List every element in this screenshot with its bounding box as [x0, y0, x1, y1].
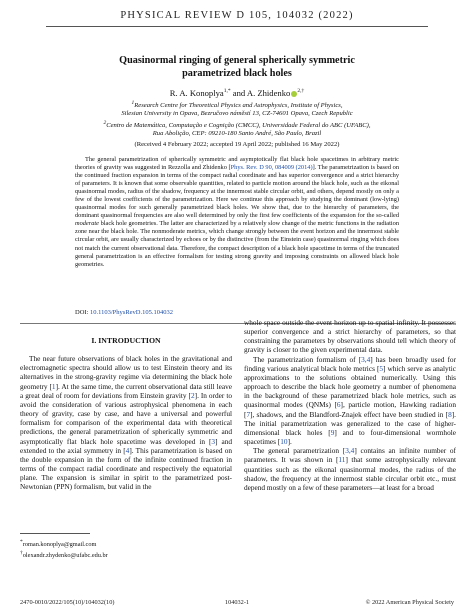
doi-line — [75, 309, 173, 316]
doi-link[interactable]: 10.1103/PhysRevD.105.104032 — [89, 309, 173, 316]
citation-link[interactable]: 1 — [51, 381, 56, 391]
footnote-email[interactable]: olexandr.zhydenko@ufabc.edu.br — [22, 552, 108, 560]
footnotes — [20, 538, 232, 560]
citation-link[interactable]: 11 — [338, 455, 346, 465]
footer-issn: 2470-0010/2022/105(10)/104032(10) — [20, 599, 115, 606]
section-heading: I. INTRODUCTION — [91, 336, 161, 345]
citation-link[interactable]: 9 — [330, 427, 335, 437]
intro-paragraph-1: The near future observations of black holes in the gravitational and electromagnetic spectra should allow us to test Einstein theory and its alternatives in the strong-gravity regime via determining the black hole geometry [1]. At the same time, the current observational data still leave a great deal of room for deviations from Einstein gravity [2]. In order to avoid the consideration of various astrophysical phenomena in each theory of gravity, case by case, and have a universal and powerful formalism for comparison of the experimental data with theoretical predictions, the general parametrization of spherically symmetric and asymptotically flat black hole spacetime was developed in [3] and extended to the axial symmetry in [4]. This parametrization is based on the double expansion in the form of the infinite continued fraction in terms of the compact radial coordinate and respectively the equatorial plane. The expansion is similar in spirit to the parametrized post-Newtonian (PPN) formalism, but valid in the — [20, 354, 233, 492]
author-conjunction: and — [232, 88, 246, 98]
citation-link[interactable]: 3,4 — [345, 446, 355, 456]
received-dates: (Received 4 February 2022; accepted 19 April 2022; published 16 May 2022) — [134, 141, 340, 148]
footer-copyright: © 2022 American Physical Society — [365, 599, 454, 606]
abstract-text: The general parametrization of spherically symmetric and asymptotically flat black hole spacetimes in arbitrary metric theories of gravity was suggested in Rezzolla and Zhidenko [Phys. Rev. D 90, 084009 (2014)]. The parametrization is based on the continued fraction expansion in terms of the compact radial coordinate and has superior convergence and a strict hierarchy of parameters. It is known that some observable quantities, related to particle motion around the black hole, such as the eikonal quasinormal modes, radius of the shadow, frequency at the innermost stable circular orbit, and others, depend mostly on only a few of the lowest coefficients of the parametrization. Here we continue this approach by studying the dominant (low-lying) quasinormal modes for such generally parametrized black holes. We show that, due to the hierarchy of parameters, the dominant quasinormal frequencies are also well determined by only the first few coefficients of the expansion for the so-called moderate black hole geometries. The latter are characterized by a relatively slow change of the metric functions in the radiation zone near the black hole. The nonmoderate metrics, which change strongly between the event horizon and the innermost stable circular orbit, are usually characterized by echoes or by the distinctive (from the Einstein case) quasinormal ringing which does not match the current observational data. Therefore, the compact description of a black hole spacetime in terms of the truncated general parametrization is an effective formalism for testing strong gravity and imposing constraints on allowed black hole geometries. — [75, 156, 399, 268]
intro-paragraph-2: The parametrization formalism of [3,4] has been broadly used for finding various analytical black hole metrics [5] which serve as analytic approximations to the solutions obtained numerically. Using this approach to describe the black hole geometry a number of phenomena in the background of these parametrized black hole metrics, such as quasinormal modes (QNMs) [6], particle motion, Hawking radiation [7], shadows, and the Blandford-Znajek effect have been studied in [8]. The initial parametrization was generalized to the case of higher-dimensional black holes [9] and to four-dimensional wormhole spacetimes [10]. — [244, 354, 456, 447]
footer-page-number: 104032-1 — [224, 599, 250, 606]
citation-link[interactable]: 6 — [336, 400, 341, 410]
affiliations — [60, 99, 414, 138]
author-2[interactable]: A. Zhidenko — [246, 88, 291, 98]
citation-link[interactable]: 3,4 — [361, 354, 371, 364]
author-list — [0, 88, 474, 98]
abstract — [75, 156, 399, 269]
citation-link[interactable]: 3 — [211, 436, 216, 446]
footnote-rule — [20, 533, 90, 534]
title-line-1: Quasinormal ringing of general spherically symmetric — [119, 55, 355, 66]
footnote-email[interactable]: roman.konoplya@gmail.com — [22, 541, 97, 549]
author-1-marks: 1,* — [223, 88, 231, 95]
title-line-2: parametrized black holes — [182, 67, 292, 79]
citation-link[interactable]: 2 — [190, 390, 195, 400]
citation-link[interactable]: 5 — [379, 363, 384, 373]
footnote-2: †olexandr.zhydenko@ufabc.edu.br — [20, 550, 108, 560]
author-2-marks: 2,† — [297, 88, 305, 95]
author-1[interactable]: R. A. Konoplya — [169, 88, 224, 98]
citation-link[interactable]: 10 — [280, 437, 288, 447]
doi-label: DOI: — [75, 309, 90, 316]
affiliation-2: $^2$Centro de Matemática, Computação e Cognição (CMCC), Universidade Federal do ABC (UFABC), Rua Abolição, CEP: 09210-180 Santo André, São Paulo, Brazil — [103, 119, 371, 137]
intro-paragraph-3: The general parametrization [3,4] contains an infinite number of parameters. It was shown in [11] that some astrophysically relevant quantities such as the eikonal quasinormal modes, the radius of the shadow, the frequency at the innermost stable circular orbit etc., must depend mostly on a few of these parameters—at least for a broad — [244, 446, 456, 492]
citation-link[interactable]: 8 — [448, 409, 452, 419]
running-head: PHYSICAL REVIEW D 105, 104032 (2022) — [120, 10, 354, 21]
paper-title — [80, 55, 394, 80]
affiliation-1: $^1$Research Centre for Theoretical Physics and Astrophysics, Institute of Physics, Silesian University in Opava, Bezručovo náměstí 13, CZ-74601 Opava, Czech Republic — [121, 100, 353, 118]
intro-paragraph-1-continued: whole space outside the event horizon up to spatial infinity. It possesses superior convergence and a strict hierarchy of parameters, so that constraining the parameters by observations should tell which theory of gravity is closer to the given experimental data. — [244, 318, 456, 355]
left-column — [20, 336, 232, 492]
header-rule — [46, 26, 428, 27]
abstract-reference-link[interactable]: Phys. Rev. D 90, 084009 (2014) — [230, 164, 313, 172]
footnote-1: *roman.konoplya@gmail.com — [20, 539, 97, 549]
citation-link[interactable]: 7 — [246, 409, 251, 419]
citation-link[interactable]: 4 — [125, 445, 130, 455]
right-column — [244, 318, 456, 492]
